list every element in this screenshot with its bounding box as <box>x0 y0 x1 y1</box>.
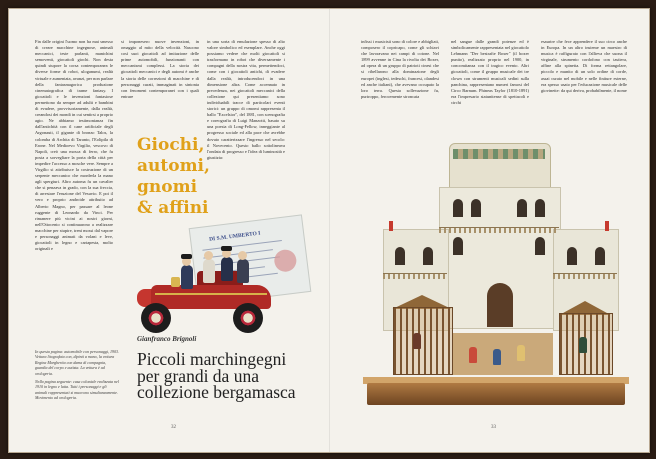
house-window <box>395 247 405 265</box>
house-door <box>487 283 513 327</box>
colonial-house-photo <box>353 137 627 422</box>
automaton-doll <box>579 337 587 353</box>
car-trim <box>155 293 267 295</box>
house-flag <box>605 221 609 231</box>
wooden-base <box>367 383 625 405</box>
photo-captions <box>35 349 119 404</box>
house-window <box>517 199 527 217</box>
front-wheel <box>141 303 171 333</box>
automaton-doll <box>517 345 525 361</box>
text-column-3 <box>207 39 285 219</box>
house-window <box>535 237 545 255</box>
figure-head <box>238 251 247 260</box>
author-name: Gianfranco Brignoli <box>137 335 197 343</box>
caption-house: Nella pagina seguente: casa coloniale realizzata nel 1910 in legno e latta. Tutti i personaggi e gli animali rappresentati si muovono simultaneamente. Movimento ad orologeria. <box>35 379 119 401</box>
caption-car: In questa pagina: automobile con personaggi, 1903. Vettura litografata con, dipinti a mano, la vettura Regina Margherita con dama di compagnia, guardia del corpo e autista. La vettura è ad orologeria. <box>35 349 119 376</box>
companion-figure <box>237 259 249 283</box>
text-column-4 <box>361 39 439 134</box>
house-courtyard <box>453 333 553 375</box>
body-text: nel sangue dalle grandi potenze ed è simbolicamente rappresentata nel giocattolo Lehmann "Der bestrafte Boxer" (il boxer punito), realizzato proprio nel 1900, in concomitanza con il tragico evento. Altri giocattoli, come il gruppo musicale dei tre clown con strumenti musicali sedini sulla panchina, rappresentano numeri famosi del Circo Barnum. Phineas Taylor (1810-1891) era l'impresario statunitense di spettacoli e circhi <box>451 39 529 105</box>
page-number-right: 33 <box>491 425 496 430</box>
magazine-spread <box>8 8 650 453</box>
house-balcony <box>383 273 447 279</box>
article-headline: Piccoli marchingegni per grandi da una collezione bergamasca <box>137 349 296 402</box>
body-text: Fin dalle origini l'uomo non ha mai smesso di creare macchine ingegnose, animali meccanici, teste parlanti, manichini semoventi, giocattoli giochi. Non desta quindi stupore la corsa contemporanea le diverse forme di robot, uloganumi, realtà virtuale e aumentata, avanzi, per non parlare della fantasmagorica produzione cinematografica di trame fantasy. I giocattoli e le invenzioni fantasiose permettono da sempre ad adulti e bambini di evadere, provvisoriamente, dalla realtà, creandosi dei mondi in cui sentirsi a proprio agio. Ne abbiamo testimonianza fin dall'antichità con il cane artificiale degli Argonauti, il gigante di bronzo Talos, la colomba di Archita di Taranto, l'Eolipila di Erone. Nel Medioevo Virgilio, vescovo di Napoli, creò una mosca di ferro, che fu posta a sorvegliare la porta della città per impedire l'accesso a mosche vere. Sempre a Virgilio si attribuisce la costruzione di un serpente meccanico che morderla la mano agli spergiuri. Altro automa fu un cavalier che si penzava in grado, con la sua freccia, di arrestare l'eruzione del Vesuvio. E poi il vero e proprio androide attribuito ad Alberto Magno, per passare al leone ruggente di Leonardo da Vinci. Per rimanere più vicini ai nostri giorni, nell'Ottocento si continuarono a realizzare macchine per stupire, treni mossi dal vapore e personaggi animati da volani e leve, giocattoli in legno e cartapesta, molto originali e <box>35 39 113 252</box>
text-column-2 <box>121 39 199 134</box>
page-number-left: 32 <box>171 425 176 430</box>
body-text: esaurire che fece apprendere il suo circo anche in Europa. In un altro insieme un maestro di musica è raffigurato con l'allieva che suona il virginale, strumento cordofono con tastiera, affine alla spinetta. Di forma rettangolare, piccolo e munito di un solo ordine di corde, assai curato nel mobile e nelle finiture esterne, era spesso usato per l'educazione musicale delle giovinette: da qui deriva, probabilmente, il nome <box>541 39 627 93</box>
figure-head <box>204 251 213 260</box>
body-text: si imponesero nuove invenzioni, in omaggio al mito della velocità. Nascono così suoi giocattoli ad imitazione delle prime automobili, funzionanti con meccanismi complessi. La storia dei giocattoli meccanici e degli automi è anche la storia delle correzioni di macchine e di personaggi curati, immaginati in sintonia con fenomeni contemporanei con i quali entrare <box>121 39 199 99</box>
house-window <box>453 199 463 217</box>
roof-decoration <box>453 149 545 159</box>
house-window <box>567 247 577 265</box>
body-text: in una sorta di emulazione spesso di alto valore simbolico ed esemplare. Anche oggi possiamo vedere che molti giocattoli si trasformano in robot che diversamente i compagni della nostra vita, permettendoci, come con i giocattoli antichi, di evadere dalla realtà, introducendoci in una dimensione altra. Come accennato in precedenza, nei giocattoli meccanici della collezione qui presentiamo sono individuabili tracce di particolari eventi storici: un gruppo di omomi rappresenta il ballo "Excelsior", del 1881, con scenografia e coreografia di Luigi Manzotti, basato su una poesia di Long-Fellow, inneggiante al progresso sociale ed alla pace che avrebbe dovuto caratterizzare l'ingresso nel secolo: il Novecento. Questo ballo sottolineava l'ondata di progresso e l'idea di luminosità e giustizia: <box>207 39 285 160</box>
certificate-stamp <box>273 248 298 273</box>
figure-hat <box>221 246 232 251</box>
house-flag <box>389 221 393 231</box>
chauffeur-figure <box>181 265 193 289</box>
body-text: infissi i musicisti sono di colore e abbigliati, composero il copricapo, come gli schiavi che lavoravano nei campi di cotone. Nel 1899 avvenne in Cina la rivolta dei Boxer, ad opera di un gruppo di patrioti cinesi che si ribellarono alla dominazione degli europei (inglesi, tedeschi, francesi, olandesi ed anche italiani), che avevano occupato la loro terra. Questa sollevazione fu, purtroppo, ferocemente stroncata <box>361 39 439 99</box>
house-balcony <box>439 227 559 233</box>
house-window <box>595 247 605 265</box>
rear-wheel <box>233 303 263 333</box>
section-heading: Giochi, automi, gnomi & affini <box>137 135 210 218</box>
automaton-doll <box>469 347 477 363</box>
automaton-doll <box>493 349 501 365</box>
left-pavilion <box>393 307 453 375</box>
page-gutter <box>329 9 330 452</box>
house-window <box>453 237 463 255</box>
house-window <box>423 247 433 265</box>
car-lamp <box>171 277 180 287</box>
figure-hat <box>181 254 192 259</box>
guard-figure <box>221 257 233 281</box>
text-column-1 <box>35 39 113 319</box>
house-balcony <box>553 273 617 279</box>
house-window <box>535 199 545 217</box>
toy-car-photo <box>137 219 307 339</box>
house-window <box>471 199 481 217</box>
certificate-title: DI S.M. UMBERTO I <box>208 230 261 243</box>
text-column-5 <box>451 39 529 134</box>
lady-figure <box>203 259 215 283</box>
automaton-doll <box>413 333 421 349</box>
